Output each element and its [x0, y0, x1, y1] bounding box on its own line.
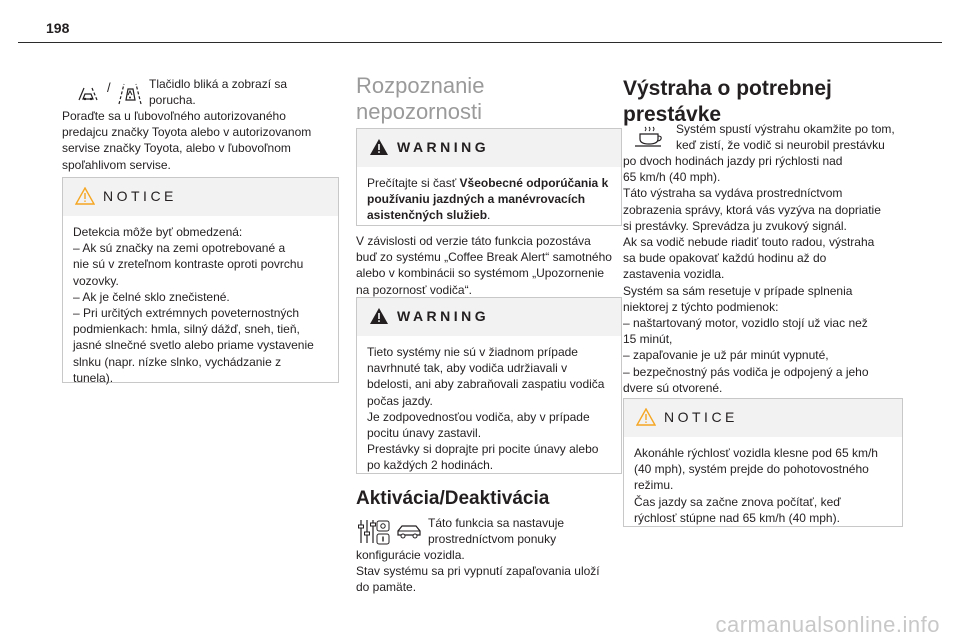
- activation-body-text: konfigurácie vozidla. Stav systému sa pri vypnutí zapaľovania uloží do pamäte.: [356, 548, 600, 595]
- section-heading-vystraha: Výstraha o potrebnej prestávke: [623, 77, 832, 126]
- notice-title: NOTICE: [103, 188, 177, 204]
- warning-body-1: [357, 167, 621, 232]
- notice-box: [62, 177, 339, 383]
- warning-box-1: [356, 128, 622, 226]
- activation-icon-text: Táto funkcia sa nastavuje prostredníctvom ponuky: [428, 516, 565, 547]
- warning-body-suffix: .: [487, 208, 491, 223]
- warning-body-2: Tieto systémy nie sú v žiadnom prípade navrhnuté tak, aby vodiča udržiavali v bdelosti, ani aby zabraňovali zaspatiu vodiča počas jazdy. Je zodpovednosťou vodiča, aby v prípade pocitu únavy zastavil. Prestávky si doprajte pri pocite únavy alebo po každých 2 hodinách.: [367, 345, 605, 473]
- caution-icon: [75, 187, 95, 205]
- top-rule: [18, 42, 942, 43]
- notice-body: Detekcia môže byť obmedzená: – Ak sú značky na zemi opotrebované a nie sú v zreteľnom kontraste oproti povrchu vozovky. – Ak je čelné sklo znečistené. – Pri určitých extrémnych poveternostných podmienkach: hmla, silný dážď, sneh, tieň, jasné slnečné svetlo alebo priame vystavenie slnku (napr. nízke slnko, vychádzanie z tunela).: [73, 225, 314, 385]
- warning-title-1: WARNING: [397, 139, 490, 155]
- warning-box-2: [356, 297, 622, 474]
- warning-body-bold: Všeobecné odporúčania k používaniu jazdných a manévrovacích asistenčných služieb: [367, 176, 609, 223]
- icon-separator: /: [107, 80, 111, 95]
- car-icon: [396, 521, 422, 541]
- break-icon-text: Systém spustí výstrahu okamžite po tom, keď zistí, že vodič si neurobil prestávku: [676, 122, 895, 153]
- notice-title-right: NOTICE: [664, 409, 738, 425]
- vehicle-settings-icon: [357, 517, 391, 547]
- notice-body-right: Akonáhle rýchlosť vozidla klesne pod 65 km/h (40 mph), systém prejde do pohotovostného režimu. Čas jazdy sa začne znova počítať, keď rýchlosť stúpne nad 65 km/h (40 mph).: [634, 446, 878, 525]
- section-heading-aktivacia: Aktivácia/Deaktivácia: [356, 488, 550, 509]
- caution-icon: [636, 408, 656, 426]
- coffee-break-icon: [632, 125, 664, 149]
- warning-title-2: WARNING: [397, 308, 490, 324]
- lane-car-icon: [76, 82, 100, 106]
- warning-icon: [369, 307, 389, 325]
- notice-box-right: [623, 398, 903, 527]
- break-body-text: po dvoch hodinách jazdy pri rýchlosti nad 65 km/h (40 mph). Táto výstraha sa vydáva prostredníctvom zobrazenia správy, ktorá vás vyzýva na dopriatie si prestávky. Sprevádza ju zvukový signál. Ak sa vodič nebude riadiť touto radou, výstraha sa bude opakovať každú hodinu až do zastavenia vozidla. Systém sa sám resetuje v prípade splnenia niektorej z týchto podmienok: – naštartovaný motor, vozidlo stojí už viac než 15 minút, – zapaľovanie je už pár minút vypnuté, – bezpečnostný pás vodiča je odpojený a jeho dvere sú otvorené.: [623, 154, 881, 395]
- warning-icon: [369, 138, 389, 156]
- intro-text: Tlačidlo bliká a zobrazí sa porucha.: [149, 77, 288, 108]
- warning-body-prefix: Prečítajte si časť: [367, 176, 460, 190]
- watermark: carmanualsonline.info: [715, 612, 940, 637]
- lane-warning-icon: [116, 80, 144, 108]
- coffee-break-paragraph: V závislosti od verzie táto funkcia pozostáva buď zo systému „Coffee Break Alert“ samotného alebo v kombinácii so systémom „Upozornenie na pozornosť vodiča“.: [356, 234, 612, 297]
- body-text: Poraďte sa u ľubovoľného autorizovaného predajcu značky Toyota alebo v autorizovanom servise značky Toyota, alebo v ľubovoľnom spoľahlivom servise.: [62, 109, 312, 172]
- page-number: 198: [46, 20, 70, 36]
- section-heading-rozpoznanie: Rozpoznanie nepozornosti: [356, 73, 485, 124]
